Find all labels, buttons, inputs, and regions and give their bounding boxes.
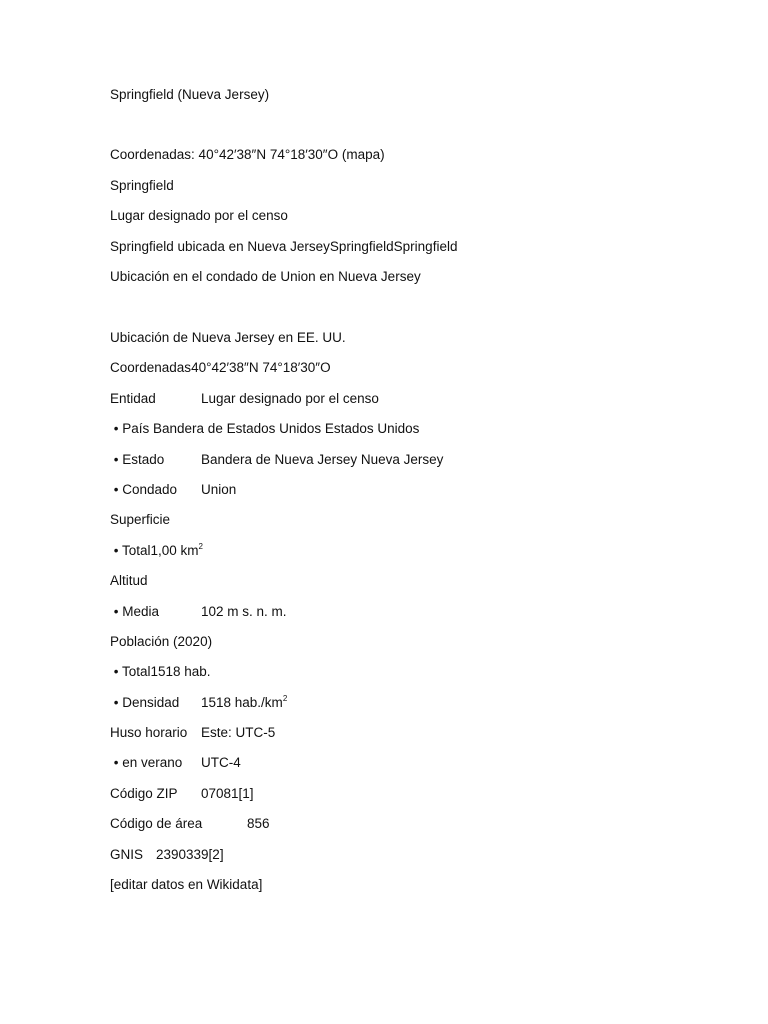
- place-name: Springfield: [110, 178, 174, 193]
- infobox-county-row: [110, 481, 236, 499]
- infobox-surface-heading: Superficie: [110, 512, 171, 527]
- infobox-country-row: [110, 420, 419, 438]
- infobox-entity-value: Lugar designado por el censo: [201, 391, 379, 406]
- infobox-summer-label: • en verano: [110, 755, 183, 770]
- infobox-surface-total-value: 1,00 km: [150, 543, 199, 558]
- infobox-altitude-heading: Altitud: [110, 573, 148, 588]
- edit-wikidata-link[interactable]: [editar datos en Wikidata]: [110, 877, 263, 892]
- infobox-entity-label: Entidad: [110, 391, 156, 406]
- page-title: Springfield (Nueva Jersey): [110, 87, 270, 102]
- infobox-population-total-value: 1518 hab.: [150, 664, 211, 679]
- infobox-country-value: Bandera de Estados Unidos Estados Unidos: [153, 421, 420, 436]
- map-caption: Springfield ubicada en Nueva JerseySpringfieldSpringfield: [110, 239, 458, 254]
- infobox-timezone-row: [110, 724, 275, 742]
- infobox-summer-row: [110, 754, 241, 772]
- infobox-gnis-value: 2390339[2]: [156, 847, 224, 862]
- infobox-area-code-label: Código de área: [110, 816, 203, 831]
- infobox-coordinates-label: Coordenadas: [110, 360, 192, 375]
- infobox-altitude-mean-value: 102 m s. n. m.: [201, 604, 287, 619]
- infobox-altitude-mean-label: • Media: [110, 604, 159, 619]
- infobox-state-label: • Estado: [110, 452, 165, 467]
- infobox-zip-row: [110, 785, 254, 803]
- infobox-surface-total-label: • Total: [110, 543, 151, 558]
- infobox-population-total-label: • Total: [110, 664, 151, 679]
- infobox-density-label: • Densidad: [110, 695, 180, 710]
- infobox-density-row: [110, 694, 287, 712]
- infobox-country-label: • País: [110, 421, 150, 436]
- infobox-state-row: [110, 451, 443, 469]
- superscript-two: 2: [282, 694, 288, 703]
- infobox-timezone-label: Huso horario: [110, 725, 188, 740]
- location-caption: Ubicación en el condado de Union en Nueva Jersey: [110, 269, 421, 284]
- infobox-surface-total-row: [110, 542, 203, 560]
- infobox-timezone-value: Este: UTC-5: [201, 725, 276, 740]
- infobox-density-value: 1518 hab./km: [201, 695, 283, 710]
- infobox-population-total-row: [110, 663, 211, 681]
- infobox-gnis-row: [110, 846, 224, 864]
- infobox-area-code-row: [110, 815, 270, 833]
- infobox-state-value: Bandera de Nueva Jersey Nueva Jersey: [201, 452, 444, 467]
- infobox-population-heading: Población (2020): [110, 634, 213, 649]
- infobox-area-code-value: 856: [247, 816, 270, 831]
- infobox-coordinates-value: 40°42′38″N 74°18′30″O: [191, 360, 331, 375]
- infobox-zip-label: Código ZIP: [110, 786, 178, 801]
- infobox-summer-value: UTC-4: [201, 755, 241, 770]
- infobox-county-label: • Condado: [110, 482, 178, 497]
- place-type: Lugar designado por el censo: [110, 208, 288, 223]
- infobox-entity-row: [110, 390, 379, 408]
- infobox-county-value: Union: [201, 482, 237, 497]
- infobox-coordinates-row: [110, 359, 331, 377]
- infobox-gnis-label: GNIS: [110, 847, 144, 862]
- us-location-caption: Ubicación de Nueva Jersey en EE. UU.: [110, 330, 346, 345]
- infobox-zip-value: 07081[1]: [201, 786, 254, 801]
- superscript-two: 2: [198, 542, 203, 551]
- coordinates-line: Coordenadas: 40°42′38″N 74°18′30″O (mapa): [110, 147, 385, 162]
- infobox-altitude-mean-row: [110, 603, 287, 621]
